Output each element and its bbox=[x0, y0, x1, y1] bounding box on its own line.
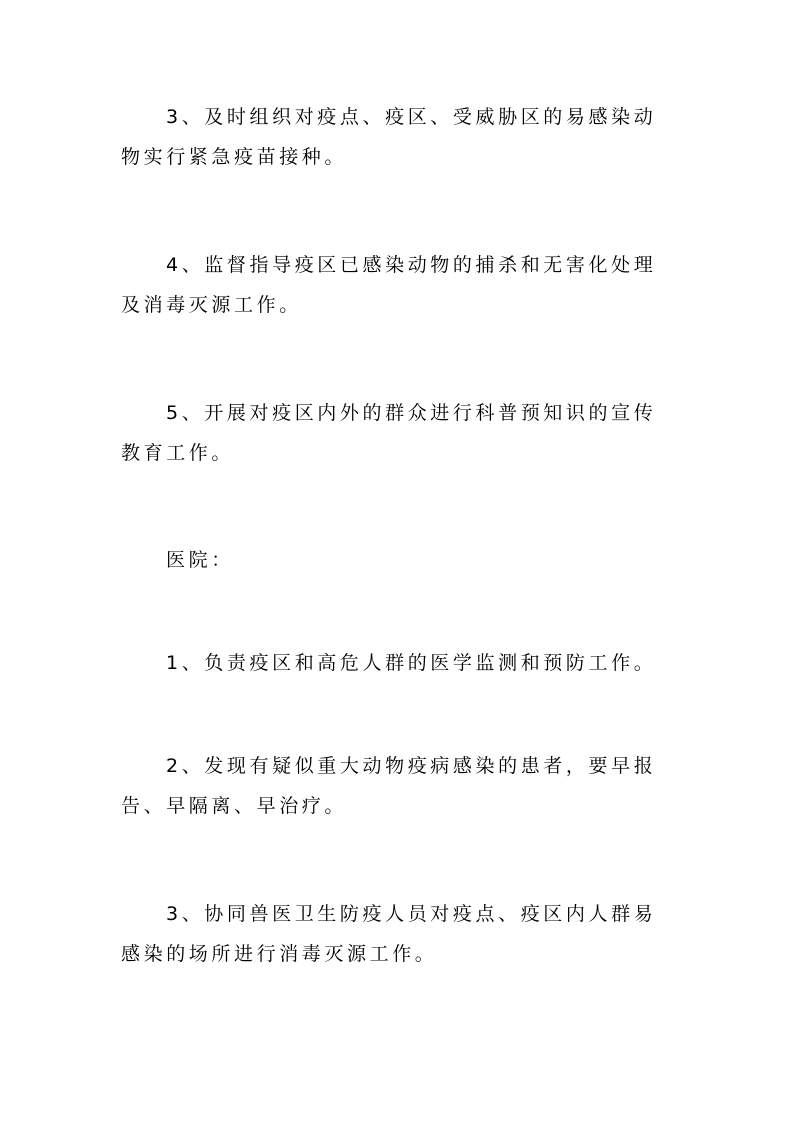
paragraph-disinfection: 3、协同兽医卫生防疫人员对疫点、疫区内人群易感染的场所进行消毒灭源工作。 bbox=[121, 903, 657, 965]
section-heading-hospital: 医院： bbox=[166, 549, 234, 571]
paragraph-education: 5、开展对疫区内外的群众进行科普预知识的宣传教育工作。 bbox=[121, 402, 657, 464]
paragraph-vaccination: 3、及时组织对疫点、疫区、受威胁区的易感染动物实行紧急疫苗接种。 bbox=[121, 106, 657, 168]
paragraph-monitoring: 1、负责疫区和高危人群的医学监测和预防工作。 bbox=[166, 652, 657, 674]
paragraph-supervision: 4、监督指导疫区已感染动物的捕杀和无害化处理及消毒灭源工作。 bbox=[121, 254, 657, 316]
paragraph-early-report: 2、发现有疑似重大动物疫病感染的患者，要早报告、早隔离、早治疗。 bbox=[121, 755, 657, 817]
